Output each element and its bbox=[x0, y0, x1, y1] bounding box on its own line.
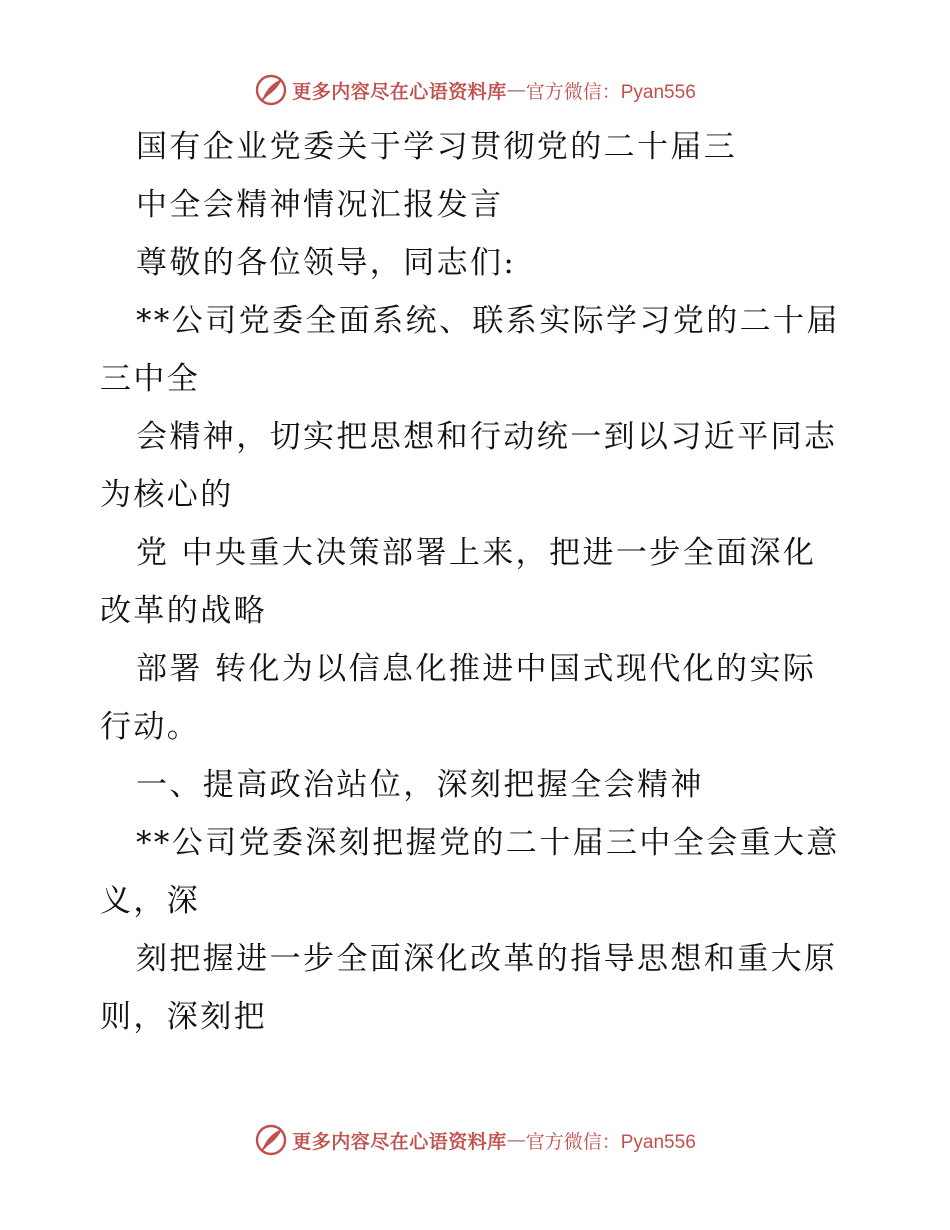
watermark-separator: — bbox=[506, 79, 526, 101]
paragraph-line: **公司党委全面系统、联系实际学习党的二十届 bbox=[136, 303, 840, 339]
section-heading: 一、提高政治站位，深刻把握全会精神 bbox=[136, 767, 704, 803]
paragraph-line: 党 中央重大决策部署上来，把进一步全面深化 bbox=[136, 535, 817, 571]
paragraph-line: 改革的战略 bbox=[100, 593, 267, 629]
paragraph-line: 部署 转化为以信息化推进中国式现代化的实际 bbox=[136, 651, 817, 687]
paragraph-line: 会精神，切实把思想和行动统一到以习近平同志 bbox=[136, 419, 838, 455]
watermark-wechat-text: 官方微信：Pyan556 bbox=[525, 81, 696, 103]
quill-logo-icon bbox=[254, 73, 288, 107]
paragraph-line: 行动。 bbox=[100, 709, 201, 745]
footer-watermark bbox=[0, 1120, 950, 1160]
paragraph-line: 则，深刻把 bbox=[100, 999, 267, 1035]
document-title-line-1: 国有企业党委关于学习贯彻党的二十届三 bbox=[136, 129, 738, 165]
watermark-main-text: 更多内容尽在心语资料库 bbox=[292, 1130, 507, 1153]
watermark-wechat-text: 官方微信：Pyan556 bbox=[525, 1131, 696, 1153]
watermark-main-text: 更多内容尽在心语资料库 bbox=[292, 80, 507, 103]
header-watermark bbox=[0, 70, 950, 110]
document-body bbox=[100, 118, 860, 1046]
watermark-separator: — bbox=[506, 1129, 526, 1151]
paragraph-line: 为核心的 bbox=[100, 477, 234, 513]
paragraph-line: 刻把握进一步全面深化改革的指导思想和重大原 bbox=[136, 941, 838, 977]
paragraph-line: 义，深 bbox=[100, 883, 201, 919]
salutation: 尊敬的各位领导，同志们: bbox=[136, 245, 517, 281]
quill-logo-icon bbox=[254, 1123, 288, 1157]
paragraph-line: 三中全 bbox=[100, 361, 201, 397]
document-title-line-2: 中全会精神情况汇报发言 bbox=[136, 187, 504, 223]
paragraph-line: **公司党委深刻把握党的二十届三中全会重大意 bbox=[136, 825, 840, 861]
